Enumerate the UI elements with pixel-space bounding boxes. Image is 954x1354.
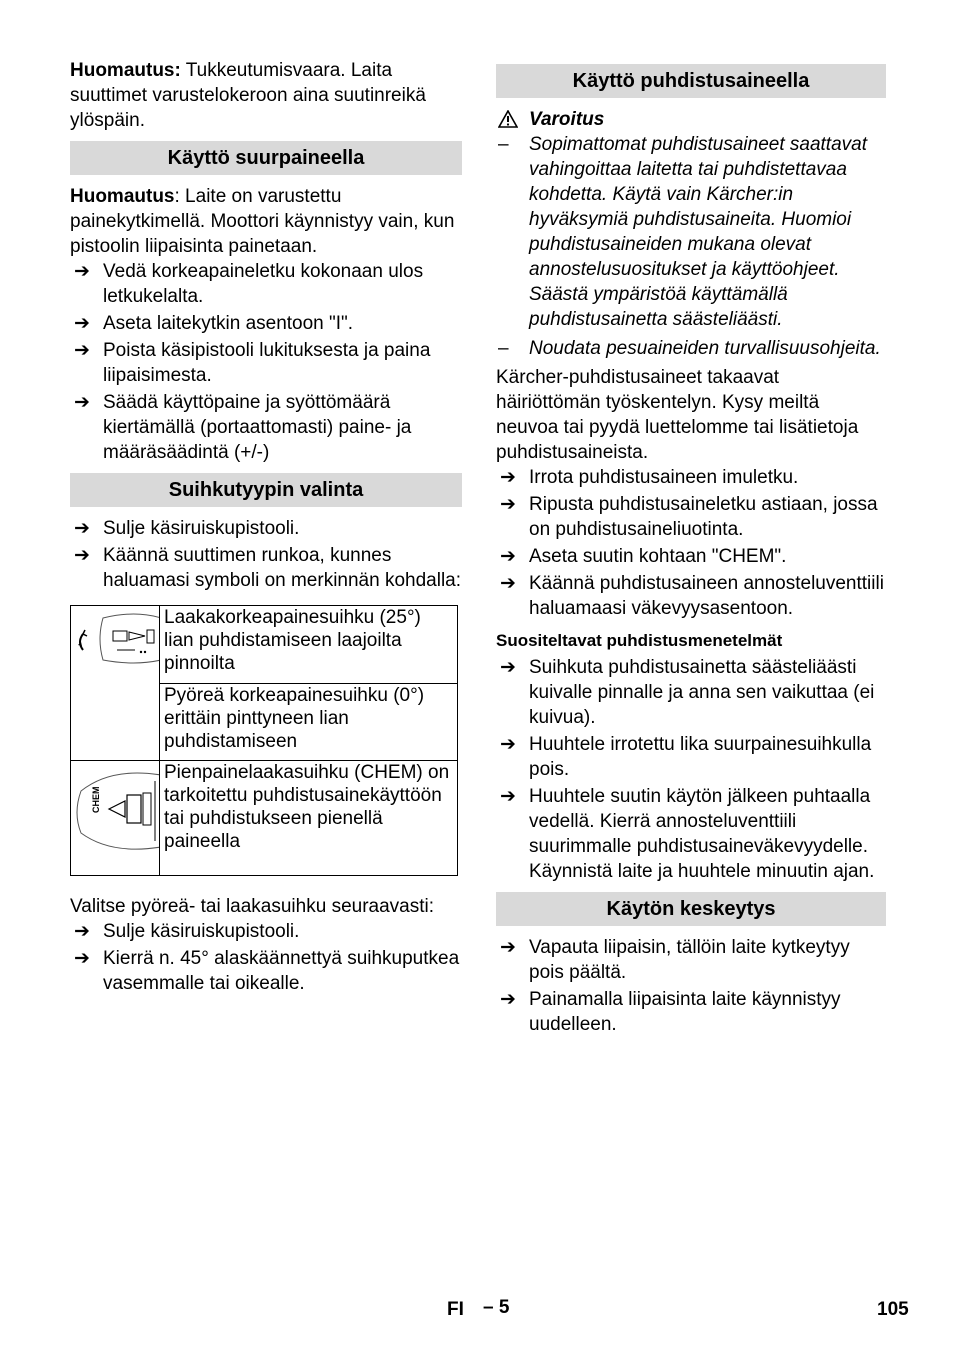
pressure-switch-note: Huomautus: Laite on varustettu painekytkimellä. Moottori käynnistyy vain, kun pistoolin liipaisinta painetaan. bbox=[70, 186, 455, 257]
list-item: ➔ Käännä suuttimen runkoa, kunnes haluamasi symboli on merkinnän kohdalla: bbox=[74, 545, 462, 591]
list-item: ➔ Painamalla liipaisinta laite käynnistyy uudelleen. bbox=[500, 989, 841, 1035]
detergent-intro: Kärcher-puhdistusaineet takaavat häiriöttömän työskentelyn. Kysy meiltä neuvoa tai pyydä luettelomme tai lisätietoja puhdistusaineista. bbox=[496, 367, 859, 463]
list-item: ➔ Sulje käsiruiskupistooli. bbox=[74, 518, 300, 539]
page-number: 105 bbox=[877, 1299, 909, 1320]
table-row bbox=[71, 606, 458, 684]
spray-select-intro: Valitse pyöreä- tai laakasuihku seuraavasti: bbox=[70, 896, 435, 917]
list-item: ➔ Kierrä n. 45° alaskäännettyä suihkuputkea vasemmalle tai oikealle. bbox=[74, 948, 460, 994]
section-heading-high-pressure: Käyttö suurpaineella bbox=[70, 141, 462, 175]
spray-chem: Pienpainelaakasuihku (CHEM) on tarkoitettu puhdistusainekäyttöön tai puhdistukseen pienellä paineella bbox=[160, 761, 458, 876]
footer-section-number: – 5 bbox=[483, 1297, 510, 1318]
arrow-right-icon: ➔ bbox=[74, 545, 90, 566]
chem-label: CHEM bbox=[91, 786, 101, 813]
arrow-right-icon: ➔ bbox=[74, 921, 90, 942]
arrow-right-icon: ➔ bbox=[500, 937, 516, 958]
list-item: ➔ Vedä korkeapaineletku kokonaan ulos letkukelalta. bbox=[74, 261, 424, 307]
list-item: ➔ Suihkuta puhdistusainetta säästeliäästi kuivalle pinnalle ja anna sen vaikuttaa (ei kuivua). bbox=[500, 657, 875, 728]
section-heading-spray-type: Suihkutyypin valinta bbox=[70, 473, 462, 507]
arrow-right-icon: ➔ bbox=[500, 786, 516, 807]
section-heading-interrupt: Käytön keskeytys bbox=[496, 892, 886, 926]
arrow-right-icon: ➔ bbox=[500, 657, 516, 678]
table-row bbox=[71, 761, 458, 876]
list-item: ➔ Huuhtele suutin käytön jälkeen puhtaalla vedellä. Kierrä annosteluventtiili suurimmalle puhdistusaineväkevyydelle. Käynnistä laite ja huuhtele minuutin ajan. bbox=[500, 786, 875, 882]
list-item: ➔ Käännä puhdistusaineen annosteluventtiili haluamaasi väkevyysasentoon. bbox=[500, 573, 884, 619]
list-item: ➔ Irrota puhdistusaineen imuletku. bbox=[500, 467, 799, 488]
list-item: ➔ Huuhtele irrotettu lika suurpainesuihkulla pois. bbox=[500, 734, 872, 780]
arrow-right-icon: ➔ bbox=[500, 546, 516, 567]
list-item: ➔ Aseta laitekytkin asentoon "I". bbox=[74, 313, 354, 334]
cleaning-method-steps bbox=[496, 655, 886, 884]
nozzle-rotate-icon bbox=[71, 606, 159, 754]
arrow-right-icon: ➔ bbox=[74, 392, 90, 413]
cleaning-method-heading: Suositeltavat puhdistusmenetelmät bbox=[496, 631, 783, 650]
nozzle-chem-icon bbox=[71, 761, 159, 869]
footer-language: FI bbox=[447, 1299, 464, 1320]
spray-flat-25: Laakakorkeapainesuihku (25°) lian puhdistamiseen laajoilta pinnoilta bbox=[160, 606, 458, 684]
arrow-right-icon: ➔ bbox=[500, 989, 516, 1010]
warning-heading: Varoitus bbox=[496, 107, 886, 132]
section-heading-detergent: Käyttö puhdistusaineella bbox=[496, 64, 886, 98]
arrow-right-icon: ➔ bbox=[74, 261, 90, 282]
nozzle-chem-illustration bbox=[71, 761, 160, 876]
arrow-right-icon: ➔ bbox=[74, 948, 90, 969]
list-item: ➔ Poista käsipistooli lukituksesta ja paina liipaisimesta. bbox=[74, 340, 431, 386]
list-item: ➔ Vapauta liipaisin, tällöin laite kytkeytyy pois päältä. bbox=[500, 937, 850, 983]
interrupt-steps bbox=[496, 935, 886, 1037]
spray-type-table bbox=[70, 605, 458, 876]
nozzle-rotate-illustration bbox=[71, 606, 160, 761]
list-item: – Sopimattomat puhdistusaineet saattavat vahingoittaa laitetta tai puhdistettavaa kohdetta. Käytä vain Kärcher:in hyväksymiä puhdistusaineita. Huomioi puhdistusaineiden mukana olevat annostelusuositukset ja käyttöohjeet. Säästä ympäristöä käyttämällä puhdistusainetta säästeliäästi. bbox=[498, 134, 867, 330]
list-item: ➔ Ripusta puhdistusaineletku astiaan, jossa on puhdistusaineliuotinta. bbox=[500, 494, 878, 540]
arrow-right-icon: ➔ bbox=[500, 494, 516, 515]
warning-list bbox=[496, 132, 886, 361]
nozzle-storage-note: Huomautus: Tukkeutumisvaara. Laita suuttimet varustelokeroon aina suutinreikä ylöspäin. bbox=[70, 60, 426, 131]
arrow-right-icon: ➔ bbox=[74, 313, 90, 334]
high-pressure-steps bbox=[70, 259, 462, 465]
arrow-right-icon: ➔ bbox=[74, 518, 90, 539]
arrow-right-icon: ➔ bbox=[500, 467, 516, 488]
list-item: ➔ Aseta suutin kohtaan "CHEM". bbox=[500, 546, 787, 567]
list-item: – Noudata pesuaineiden turvallisuusohjeita. bbox=[498, 338, 881, 359]
list-item: ➔ Sulje käsiruiskupistooli. bbox=[74, 921, 300, 942]
arrow-right-icon: ➔ bbox=[74, 340, 90, 361]
spray-select-steps bbox=[70, 919, 462, 996]
detergent-steps bbox=[496, 465, 886, 621]
spray-type-steps bbox=[70, 516, 462, 593]
list-item: ➔ Säädä käyttöpaine ja syöttömäärä kiertämällä (portaattomasti) paine- ja määräsäädintä (+/-) bbox=[74, 392, 412, 463]
warning-triangle-icon bbox=[498, 110, 518, 128]
spray-round-0: Pyöreä korkeapainesuihku (0°) erittäin pinttyneen lian puhdistamiseen bbox=[160, 683, 458, 761]
left-column bbox=[70, 58, 462, 998]
arrow-right-icon: ➔ bbox=[500, 573, 516, 594]
right-column bbox=[496, 58, 886, 1039]
arrow-right-icon: ➔ bbox=[500, 734, 516, 755]
